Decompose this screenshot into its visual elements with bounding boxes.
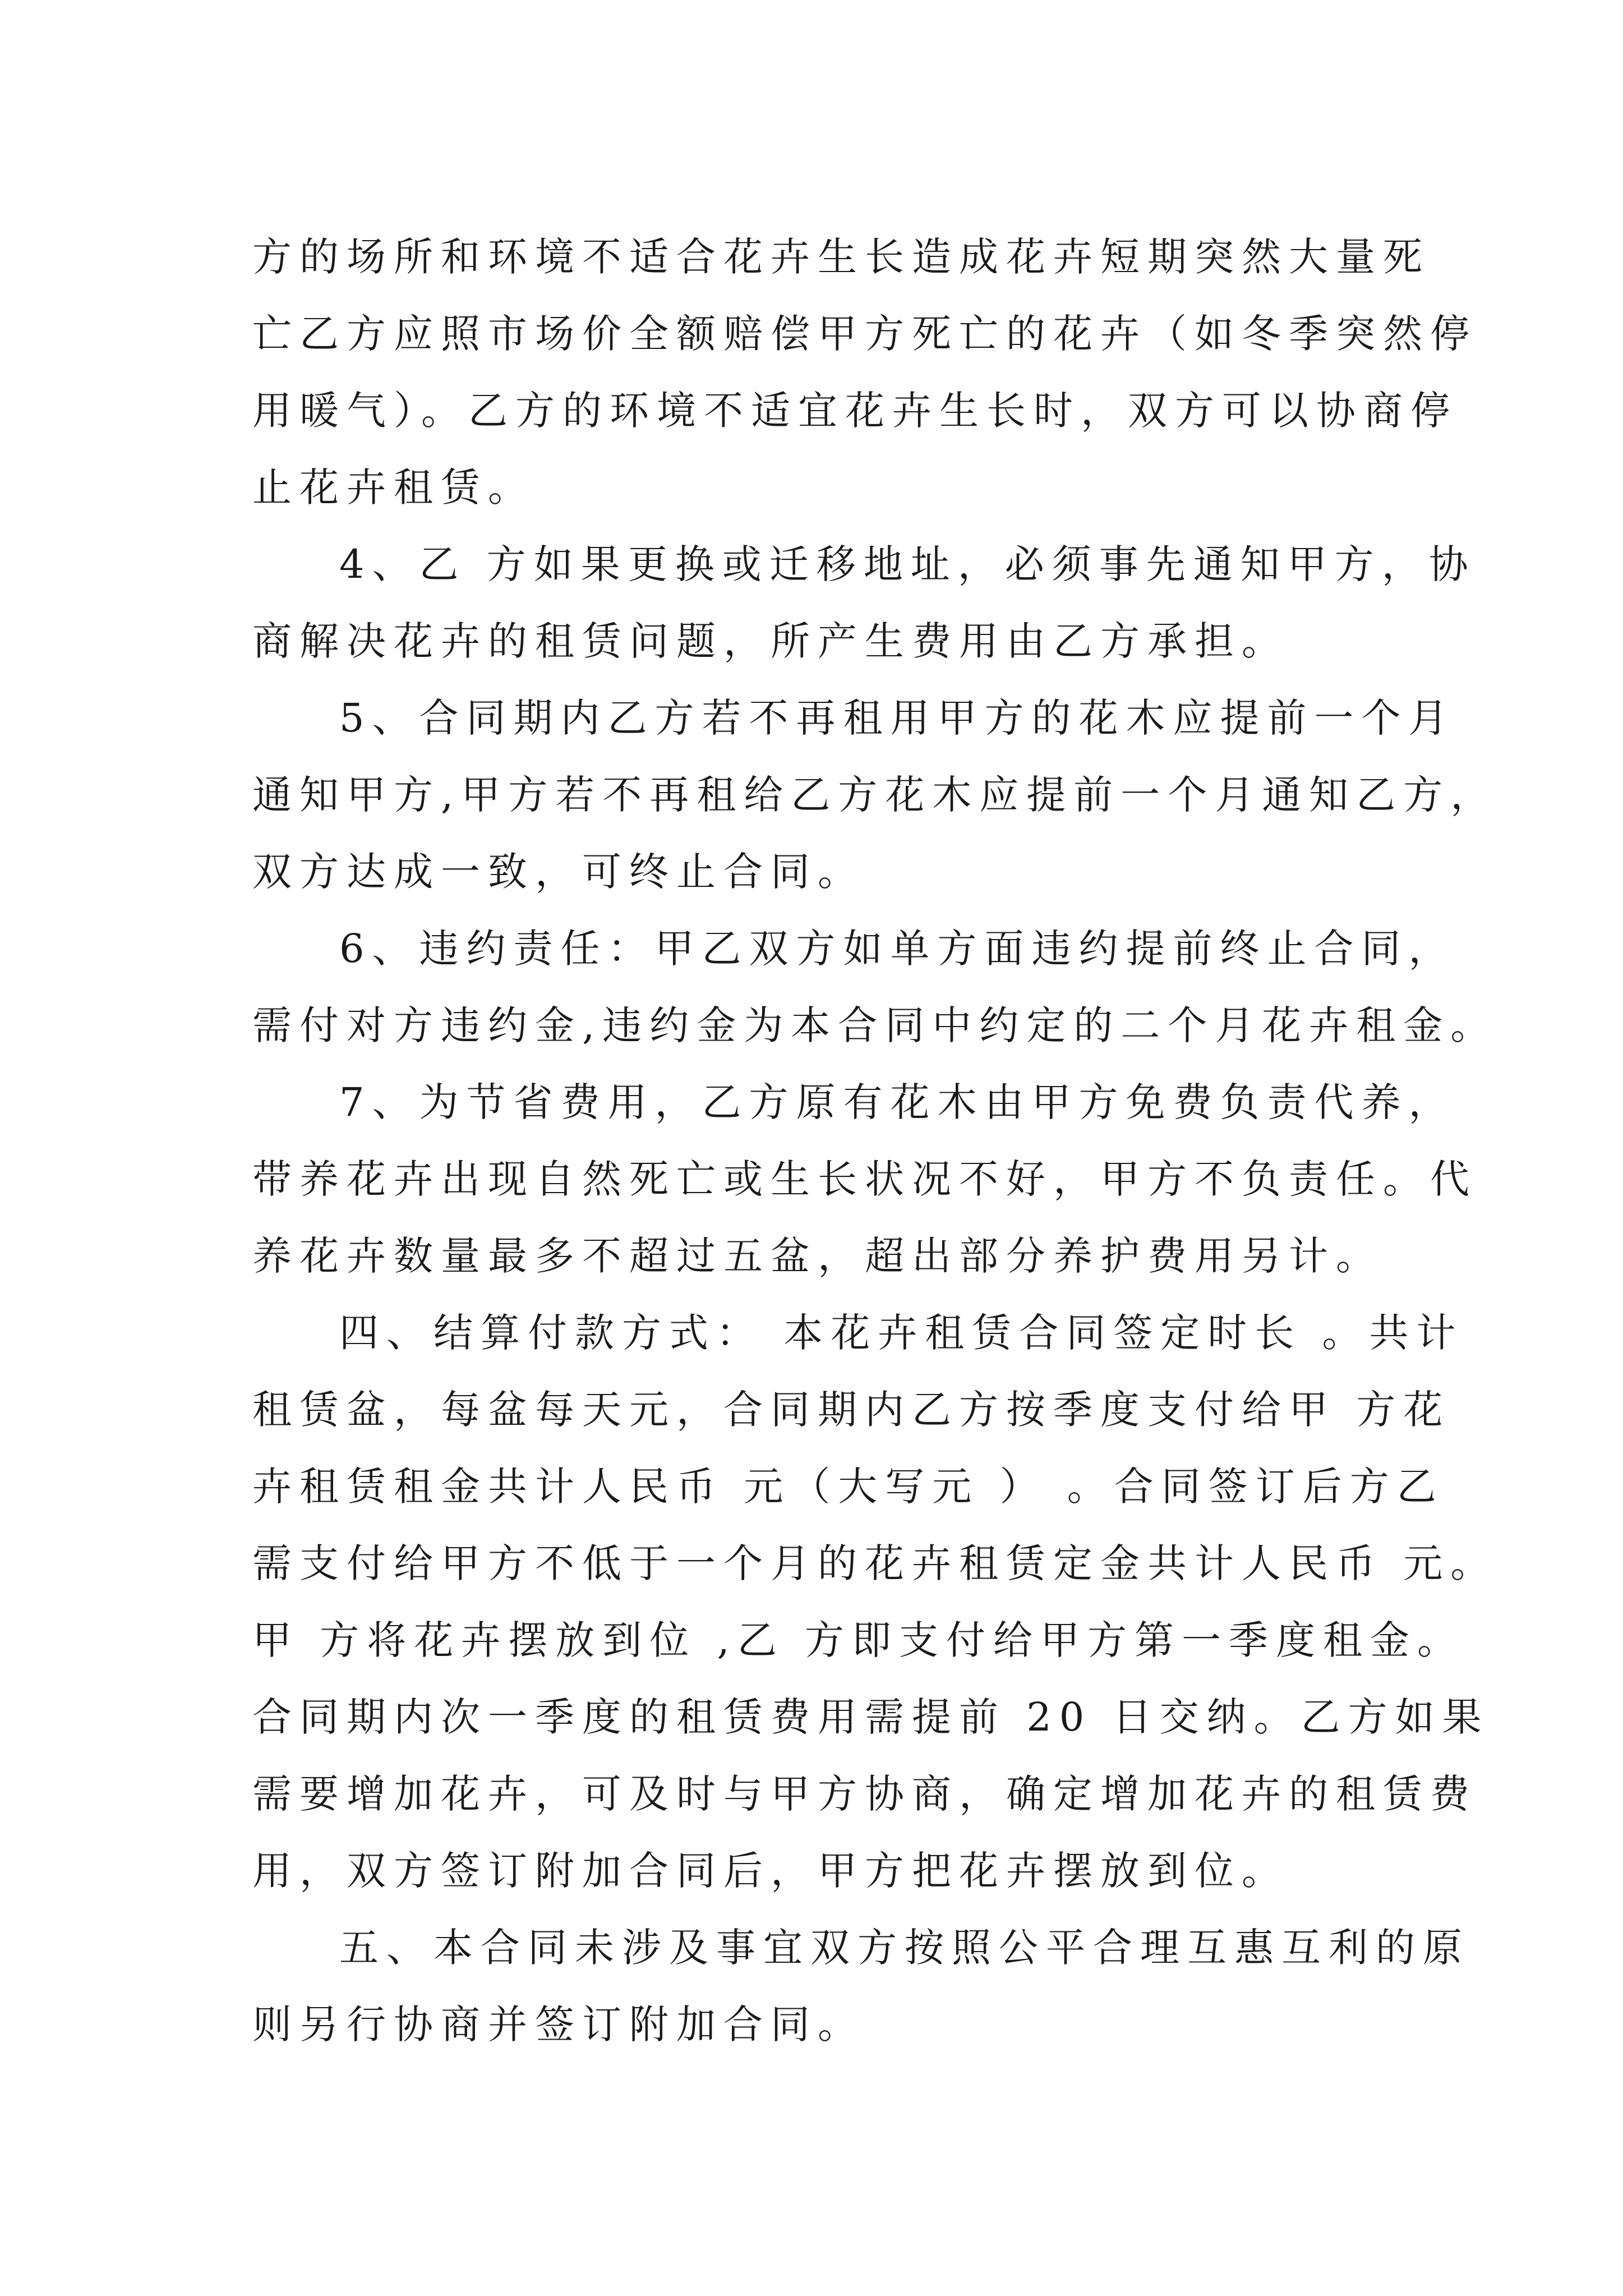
text-line: 合同期内次一季度的租赁费用需提前 20 日交纳。乙方如果	[252, 1694, 1490, 1740]
clause-6-line: 6、违约责任：甲乙双方如单方面违约提前终止合同，	[339, 926, 1456, 972]
text-line: 双方达成一致，可终止合同。	[252, 849, 865, 895]
text-line: 方的场所和环境不适合花卉生长造成花卉短期突然大量死	[252, 234, 1430, 280]
text-line: 止花卉租赁。	[252, 464, 535, 510]
text-line: 用暖气）。乙方的环境不适宜花卉生长时，双方可以协商停	[252, 388, 1458, 434]
clause-4-line: 4、乙 方如果更换或迁移地址，必须事先通知甲方，协	[339, 541, 1476, 587]
text-line: 商解决花卉的租赁问题，所产生费用由乙方承担。	[252, 618, 1289, 664]
text-line: 需付对方违约金,违约金为本合同中约定的二个月花卉租金。	[252, 1002, 1498, 1048]
text-line: 租赁盆，每盆每天元，合同期内乙方按季度支付给甲 方花	[252, 1387, 1451, 1433]
text-line: 需支付给甲方不低于一个月的花卉租赁定金共计人民币 元。	[252, 1540, 1498, 1586]
text-line: 甲 方将花卉摆放到位 ,乙 方即支付给甲方第一季度租金。	[252, 1617, 1465, 1663]
text-line: 则另行协商并签订附加合同。	[252, 2001, 865, 2047]
text-line: 亡乙方应照市场价全额赔偿甲方死亡的花卉（如冬季突然停	[252, 311, 1477, 357]
text-line: 通知甲方,甲方若不再租给乙方花木应提前一个月通知乙方，	[252, 772, 1498, 818]
text-line: 卉租赁租金共计人民币 元（大写元 ） 。合同签订后方乙	[252, 1464, 1444, 1510]
text-line: 需要增加花卉，可及时与甲方协商，确定增加花卉的租赁费	[252, 1771, 1477, 1817]
section-5-line: 五、本合同未涉及事宜双方按照公平合理互惠互利的原	[339, 1925, 1470, 1971]
text-line: 用，双方签订附加合同后，甲方把花卉摆放到位。	[252, 1848, 1289, 1894]
text-line: 养花卉数量最多不超过五盆，超出部分养护费用另计。	[252, 1233, 1383, 1279]
clause-5-line: 5、合同期内乙方若不再租用甲方的花木应提前一个月	[339, 695, 1456, 741]
section-4-line: 四、结算付款方式： 本花卉租赁合同签定时长 。共计	[339, 1310, 1464, 1356]
clause-7-line: 7、为节省费用，乙方原有花木由甲方免费负责代养，	[339, 1079, 1456, 1125]
document-body	[252, 219, 1498, 2063]
text-line: 带养花卉出现自然死亡或生长状况不好，甲方不负责任。代	[252, 1156, 1477, 1202]
